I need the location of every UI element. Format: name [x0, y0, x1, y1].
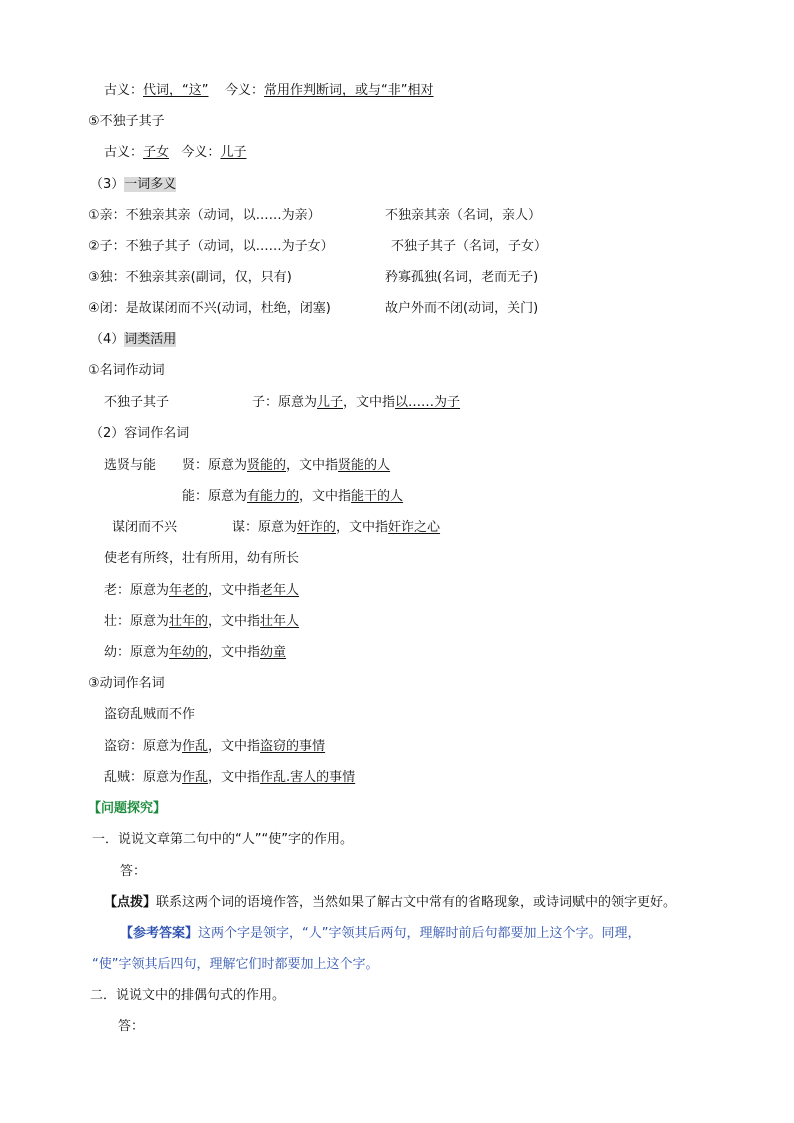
ancient-modern-meaning-line: 古义：代词，“这” 今义：常用作判断词，或与“非”相对	[104, 83, 434, 98]
polysemy-row: ②子：不独子其子（动词，以……为子女）	[88, 239, 334, 254]
polysemy-row-right: 矜寡孤独(名词，老而无子)	[385, 270, 539, 285]
polysemy-row-right: 故户外而不闭(动词，关门)	[385, 301, 539, 316]
polysemy-row: ③独：不独亲其亲(副词，仅，只有)	[88, 270, 292, 285]
example-phrase: 选贤与能	[104, 458, 157, 473]
explanation-line: 谋：原意为奸诈的，文中指奸诈之心	[232, 520, 441, 535]
polysemy-row: ④闭：是故谋闭而不兴(动词，杜绝，闭塞)	[88, 301, 331, 316]
subsection-heading: ③动词作名词	[88, 676, 165, 691]
answer-label: 答：	[118, 1019, 145, 1034]
example-phrase: 盗窃乱贼而不作	[104, 707, 196, 722]
explanation-line: 壮：原意为壮年的，文中指壮年人	[104, 614, 300, 629]
polysemy-row: ①亲：不独亲其亲（动词，以……为亲）	[88, 208, 321, 223]
reference-answer-line: 【参考答案】这两个字是领字，“人”字领其后两句，理解时前后句都要加上这个字。同理，	[120, 926, 641, 941]
section-heading-word-class: （4）词类活用	[90, 332, 177, 347]
explanation-line: 贤：原意为贤能的，文中指贤能的人	[182, 458, 391, 473]
question-2: 二．说说文中的排偶句式的作用。	[90, 988, 286, 1003]
explanation-line: 幼：原意为年幼的，文中指幼童	[104, 645, 287, 660]
polysemy-row-right: 不独亲其亲（名词，亲人）	[385, 208, 542, 223]
answer-label: 答：	[120, 864, 147, 879]
example-phrase: 谋闭而不兴	[112, 520, 178, 535]
reference-answer-continued: “使”字领其后四句，理解它们时都要加上这个字。	[92, 957, 379, 972]
subsection-heading: （2）容词作名词	[90, 426, 190, 441]
item-5-heading: ⑤不独子其子	[88, 114, 165, 129]
explanation-line: 盗窃：原意为作乱，文中指盗窃的事情	[104, 739, 326, 754]
explanation-line: 乱贼：原意为作乱，文中指作乱.害人的事情	[104, 770, 356, 785]
explanation-line: 子：原意为儿子，文中指以……为子	[252, 395, 461, 410]
explanation-line: 老：原意为年老的，文中指老年人	[104, 583, 300, 598]
example-phrase: 不独子其子	[104, 395, 170, 410]
tip-line: 【点拨】联系这两个词的语境作答，当然如果了解古文中常有的省略现象，或诗词赋中的领字更好。	[104, 895, 677, 910]
subsection-heading: ①名词作动词	[88, 363, 165, 378]
question-section-header: 【问题探究】	[88, 801, 167, 816]
ancient-modern-meaning-line: 古义：子女 今义：儿子	[104, 145, 247, 160]
section-heading-polysemy: （3）一词多义	[90, 177, 177, 192]
explanation-line: 能：原意为有能力的，文中指能干的人	[182, 489, 404, 504]
polysemy-row-right: 不独子其子（名词，子女）	[391, 239, 548, 254]
example-phrase: 使老有所终，壮有所用，幼有所长	[104, 551, 300, 566]
question-1: 一．说说文章第二句中的“人”“使”字的作用。	[92, 832, 353, 847]
